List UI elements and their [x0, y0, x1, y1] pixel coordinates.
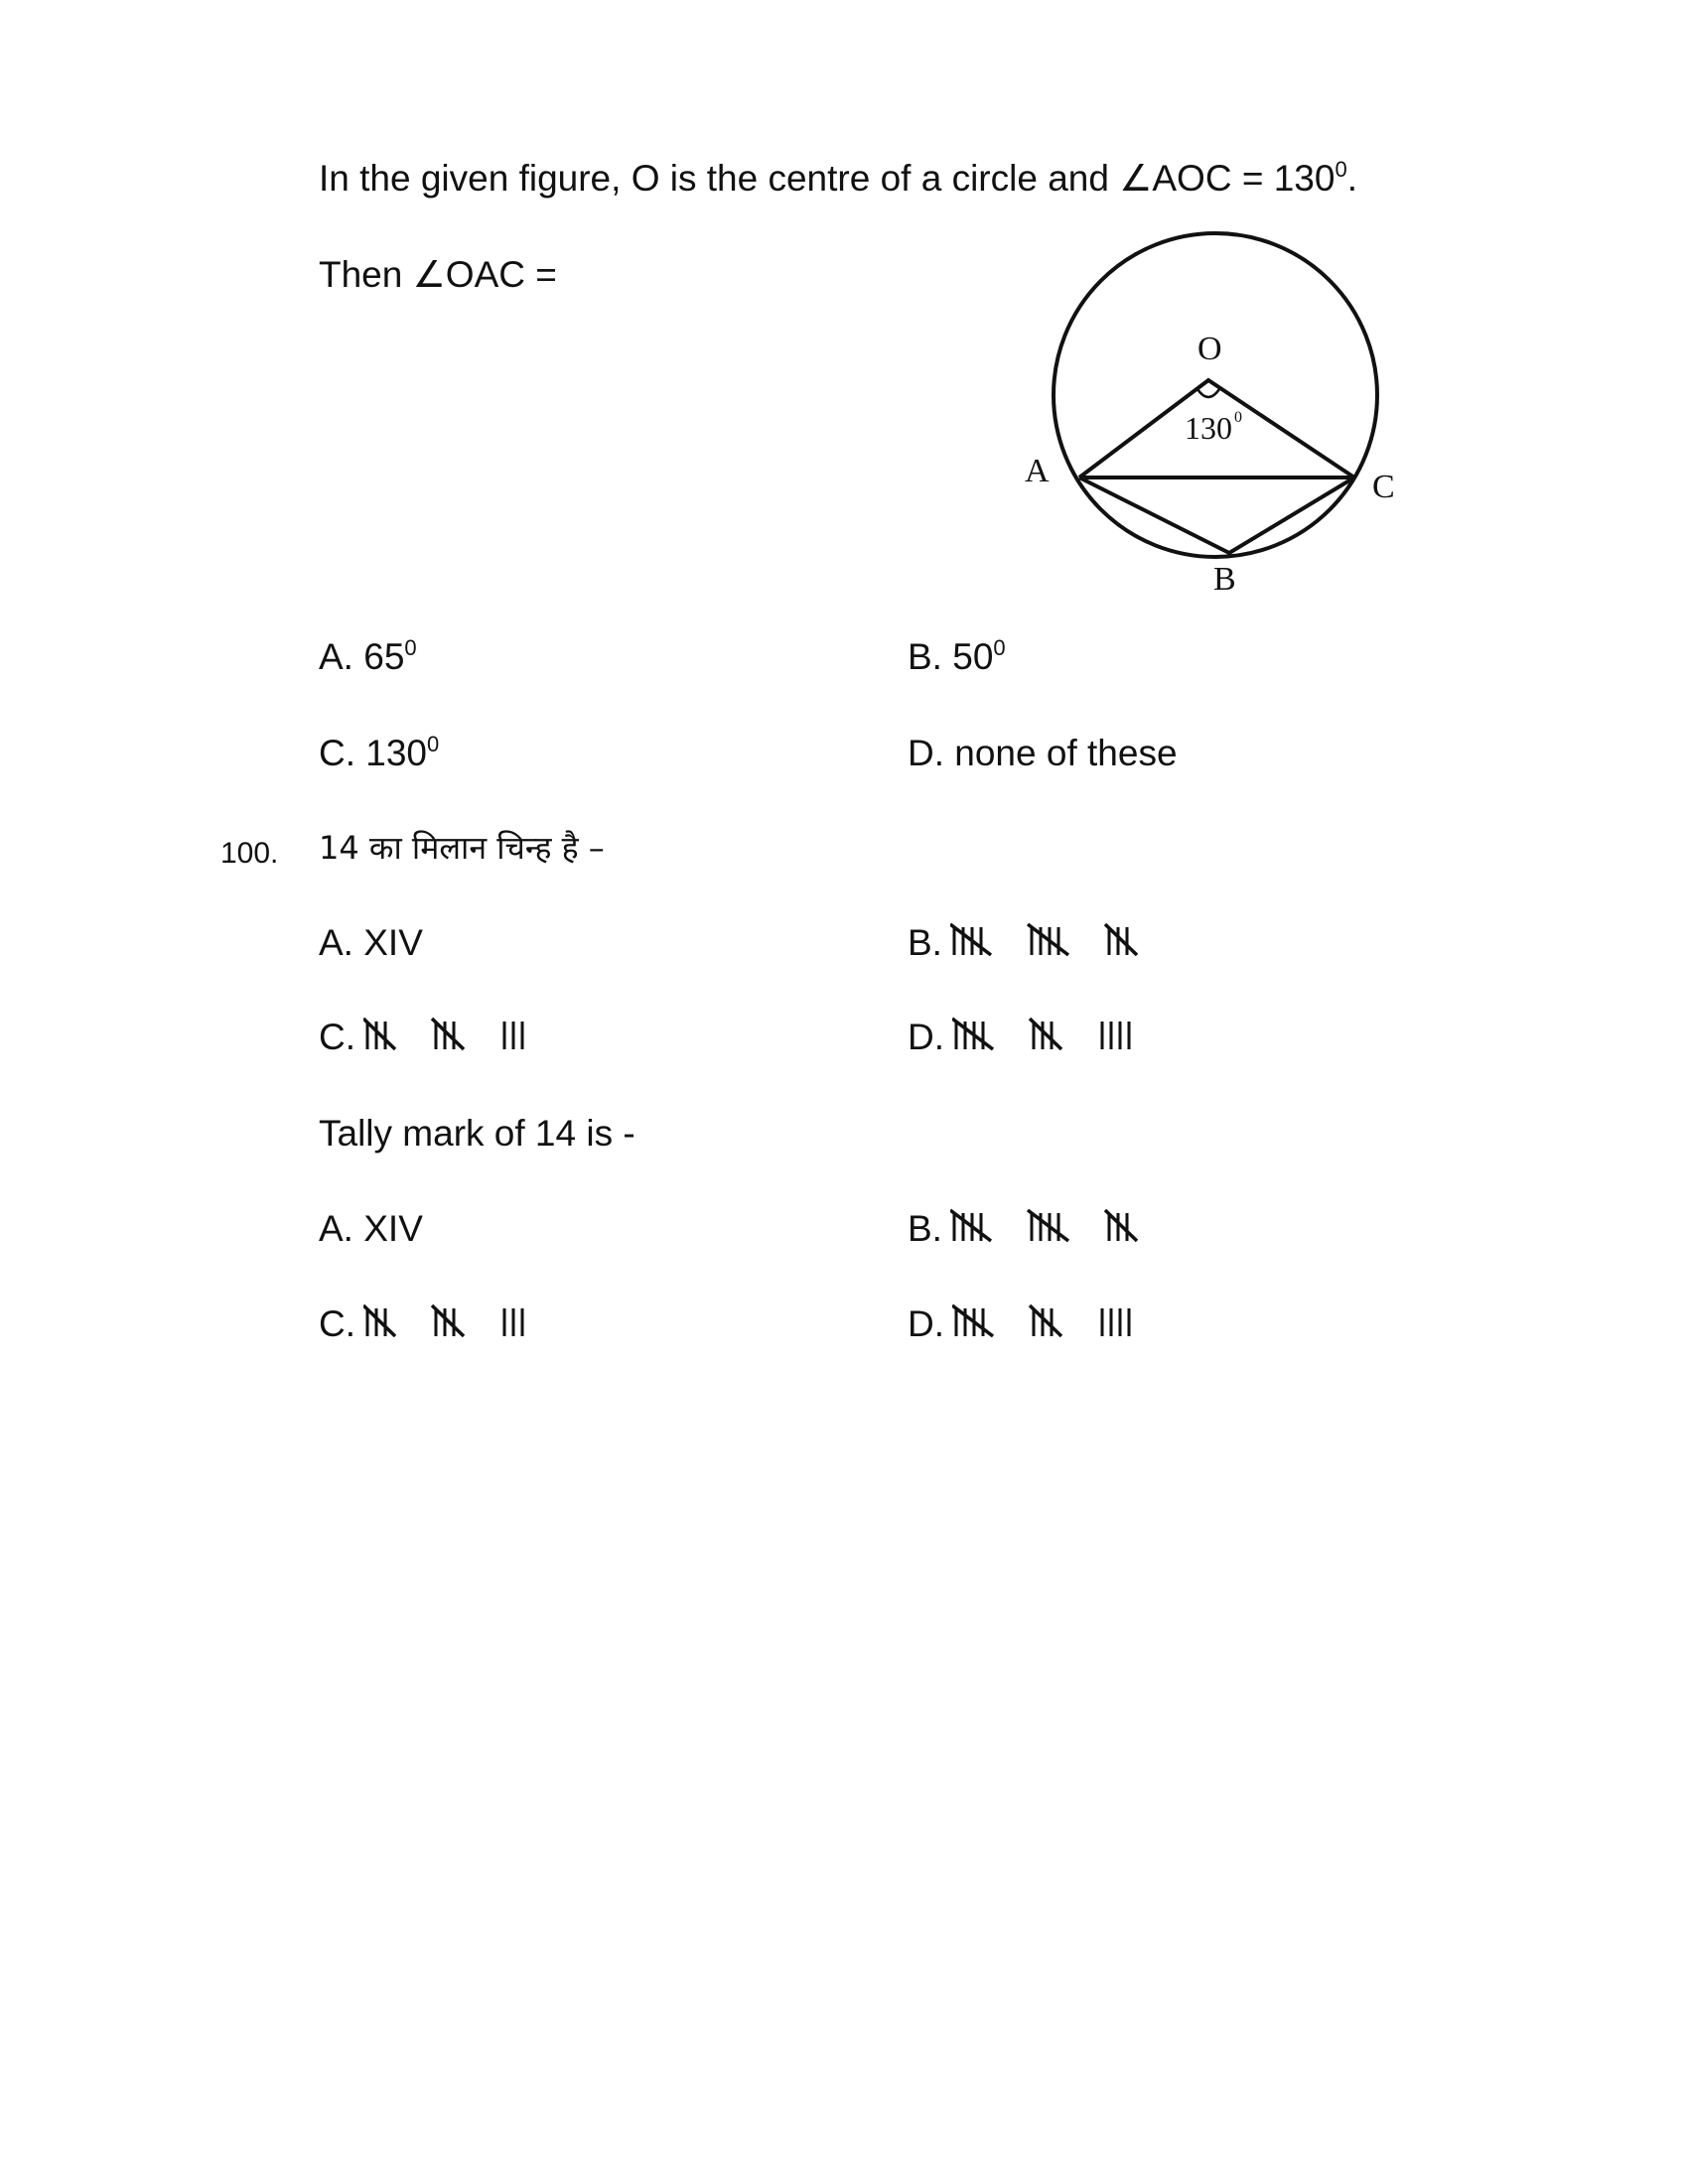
- option-key: A.: [319, 636, 353, 677]
- option-key: C.: [319, 733, 355, 773]
- tally-svg: [363, 1016, 622, 1055]
- tally-svg: [950, 1207, 1208, 1247]
- option-key: A.: [319, 922, 353, 963]
- option-text: none of these: [954, 733, 1178, 773]
- label-B: B: [1213, 561, 1236, 598]
- degree-sup: 0: [427, 732, 440, 756]
- option-text: 65: [363, 636, 405, 677]
- option-key: C.: [319, 1017, 355, 1057]
- option-key: C.: [319, 1303, 355, 1344]
- angle-arc: [1197, 389, 1219, 397]
- angle-label: 130: [1185, 410, 1232, 446]
- tally-marks: [950, 1207, 1208, 1257]
- option-b-english[interactable]: [908, 1207, 1208, 1257]
- option-b[interactable]: [908, 635, 1006, 679]
- option-c-hindi[interactable]: [319, 1016, 622, 1065]
- tally-svg: [952, 1016, 1210, 1055]
- option-c[interactable]: [319, 732, 439, 775]
- option-d-english[interactable]: [908, 1302, 1210, 1352]
- tally-marks: [952, 1016, 1210, 1065]
- label-O: O: [1197, 331, 1222, 367]
- option-key: B.: [908, 636, 942, 677]
- option-b-hindi[interactable]: [908, 921, 1208, 971]
- question-number: 100.: [220, 837, 279, 870]
- tally-marks: [363, 1016, 622, 1065]
- option-a-hindi[interactable]: [319, 921, 423, 965]
- period: .: [1346, 158, 1357, 199]
- tally-svg: [950, 921, 1208, 961]
- option-d[interactable]: [908, 732, 1178, 775]
- tally-svg: [952, 1302, 1210, 1342]
- option-key: D.: [908, 733, 944, 773]
- degree-sup: 0: [404, 635, 417, 660]
- tally-marks: [952, 1302, 1210, 1352]
- degree-sup: 0: [1335, 157, 1347, 182]
- option-d-hindi[interactable]: [908, 1016, 1210, 1065]
- label-C: C: [1372, 469, 1395, 505]
- option-key: D.: [908, 1303, 944, 1344]
- tally-marks: [950, 921, 1208, 971]
- option-key: B.: [908, 922, 942, 963]
- option-text: XIV: [363, 922, 423, 963]
- option-c-english[interactable]: [319, 1302, 622, 1352]
- option-text: 50: [952, 636, 994, 677]
- option-key: D.: [908, 1017, 944, 1057]
- tally-marks: [363, 1302, 622, 1352]
- label-A: A: [1025, 453, 1050, 489]
- question-hindi: 14 का मिलान चिन्ह है –: [319, 829, 605, 867]
- option-text: 130: [365, 733, 428, 773]
- question-line-1: In the given figure, O is the centre of a circle and ∠AOC = 130: [319, 158, 1336, 199]
- degree-sup: 0: [993, 635, 1006, 660]
- question-text: [319, 157, 1357, 201]
- option-key: A.: [319, 1208, 353, 1249]
- option-a[interactable]: [319, 635, 417, 679]
- angle-degree: 0: [1234, 409, 1242, 426]
- option-text: XIV: [363, 1208, 423, 1249]
- question-english: Tally mark of 14 is -: [319, 1113, 635, 1154]
- question-prompt: Then ∠OAC =: [319, 254, 557, 295]
- tally-svg: [363, 1302, 622, 1342]
- circle-figure: [993, 218, 1430, 615]
- chords-AB-BC: [1079, 478, 1354, 553]
- option-key: B.: [908, 1208, 942, 1249]
- option-a-english[interactable]: [319, 1207, 423, 1251]
